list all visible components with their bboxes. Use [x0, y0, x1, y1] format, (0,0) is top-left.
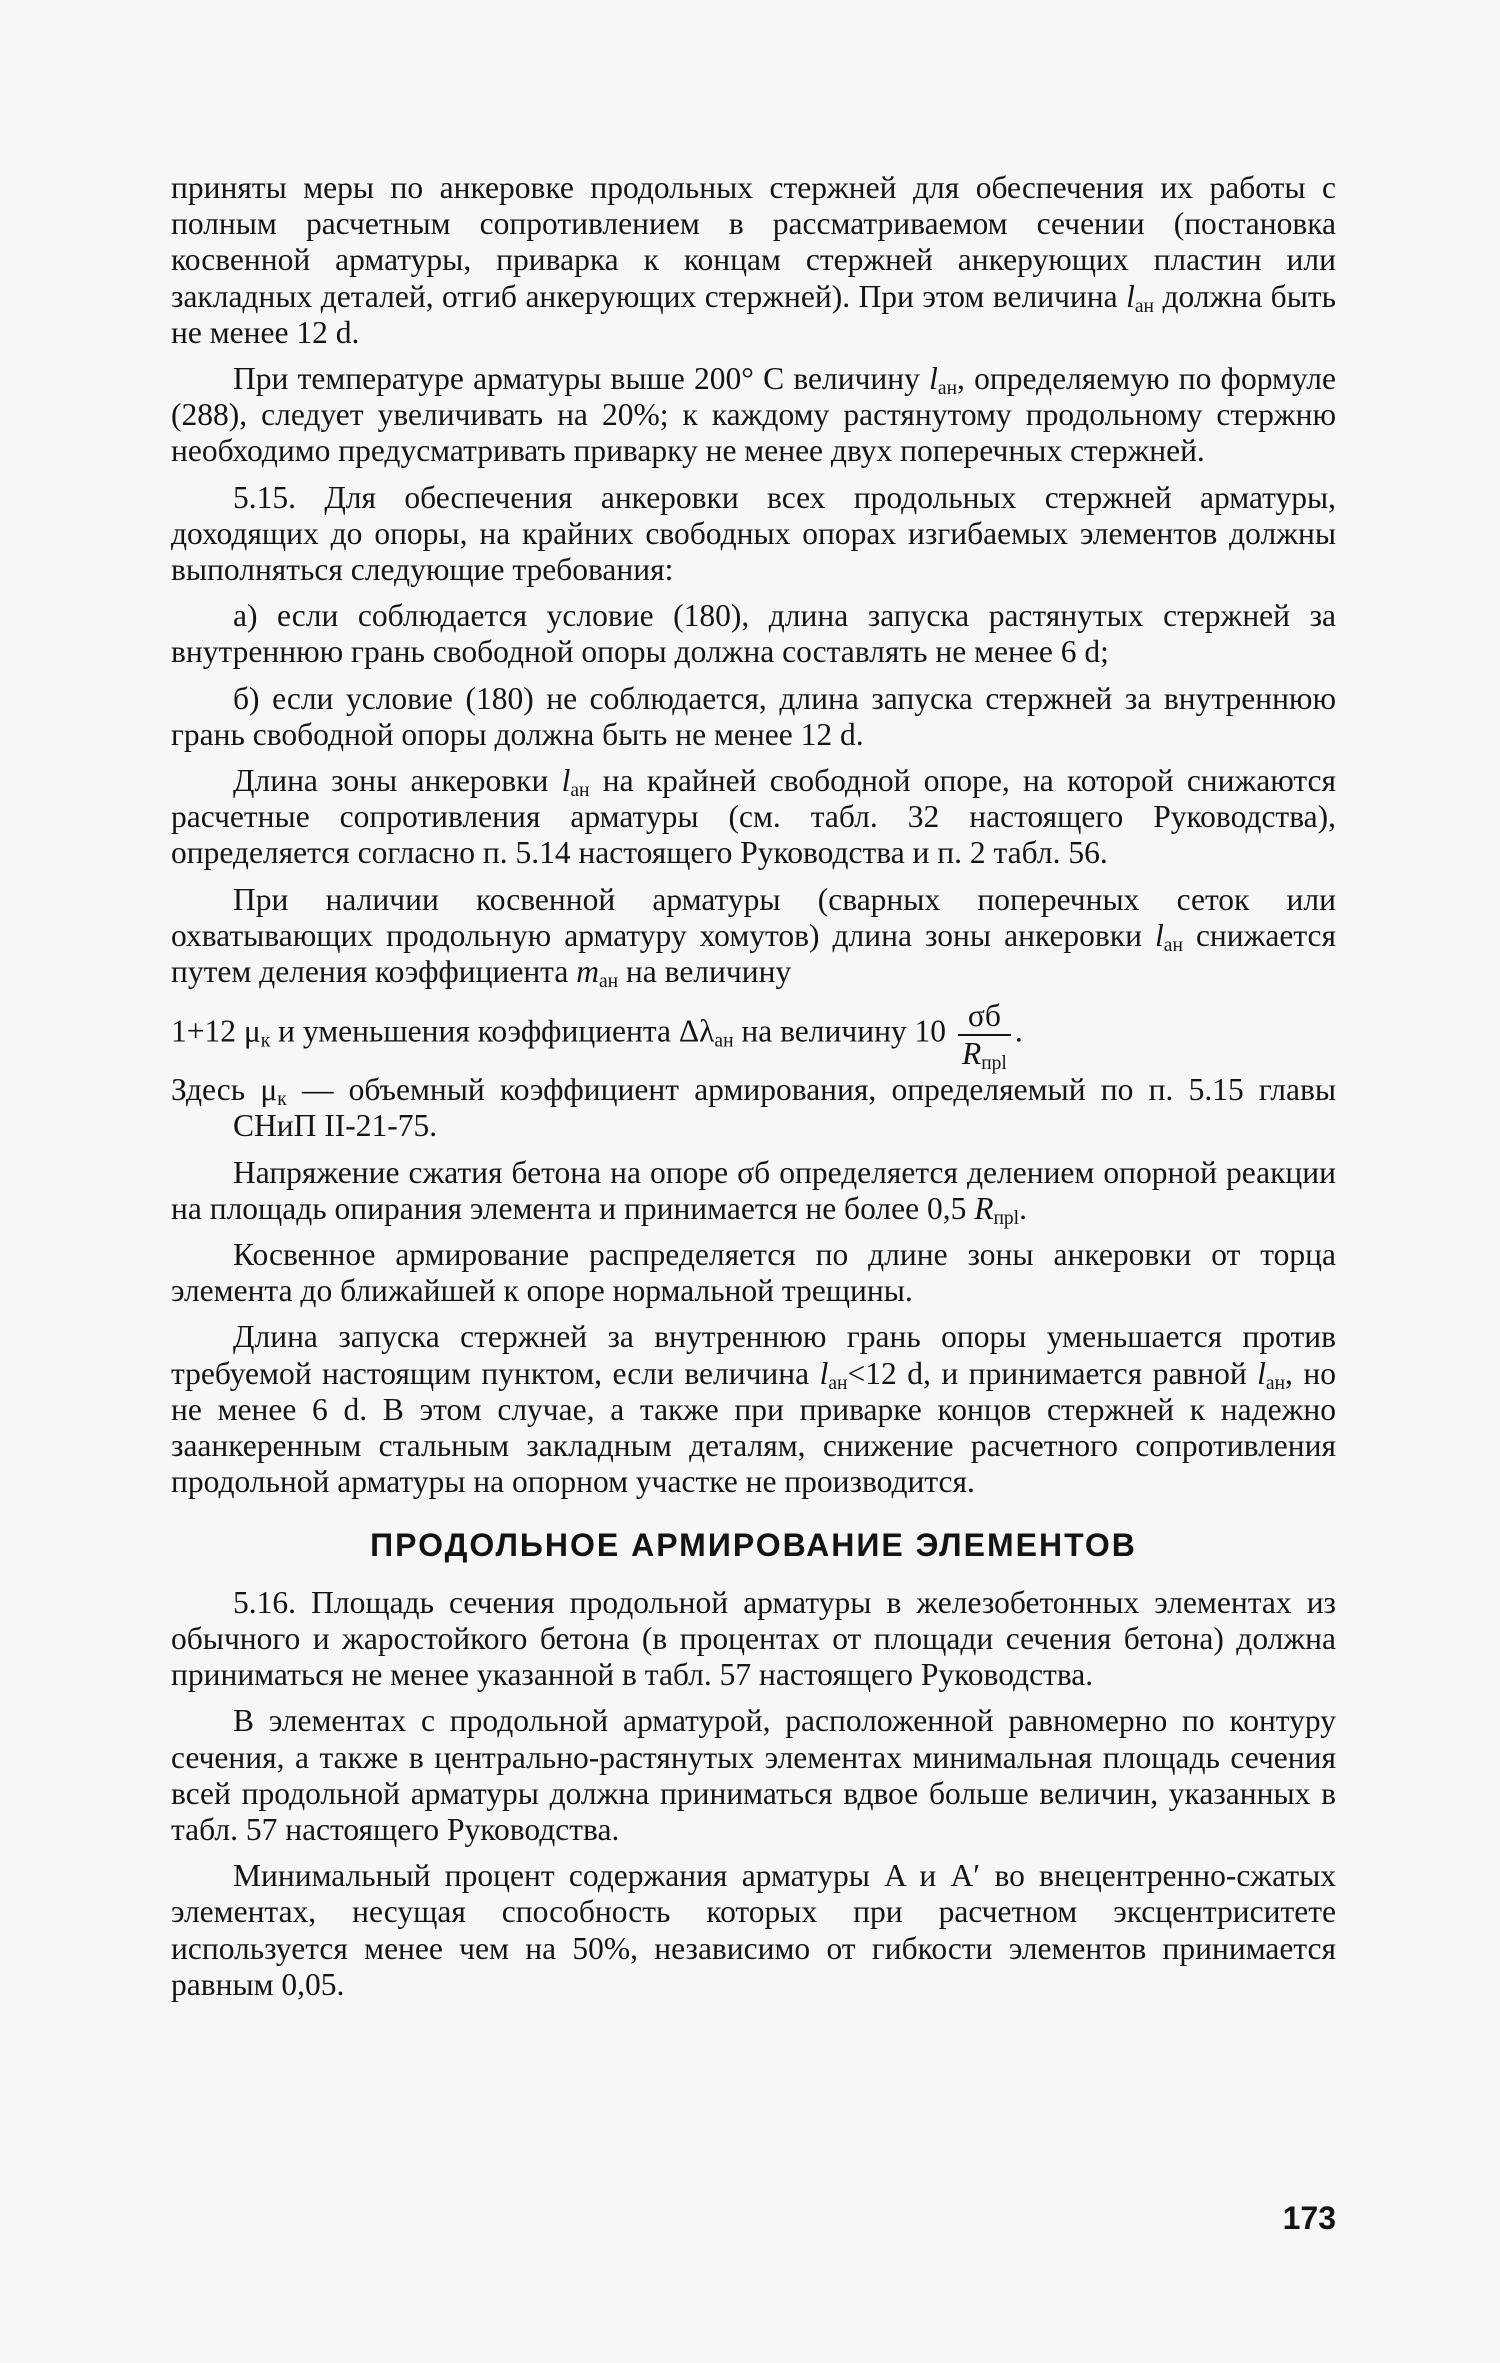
page-number: 173 — [1282, 2200, 1336, 2236]
paragraph: приняты меры по анкеровке продольных стержней для обеспечения их работы с полным расчетным сопротивлением в рассматриваемом сечении (постановка косвенной арматуры, приварка к концам стержней анкерующих пластин или закладных деталей, отгиб анкерующих стержней). При этом величина $l_{ан}$ должна быть не менее 12 d. — [171, 170, 1336, 350]
paragraph: В элементах с продольной арматурой, расположенной равномерно по контуру сечения, а также в центрально-растянутых элементах минимальная площадь сечения всей продольной арматуры должна приниматься вдвое больше величин, указанных в табл. 57 настоящего Руководства. — [171, 1703, 1336, 1847]
paragraph: При наличии косвенной арматуры (сварных поперечных сеток или охватывающих продольную арматуру хомутов) длина зоны анкеровки $l_{ан}$ снижается путем деления коэффициента $m_{ан}$ на величину — [171, 881, 1336, 992]
fraction: $\frac{\sigma б}{R_{прl}}$ — [958, 1000, 1011, 1069]
definition: Здесь $\mu_к$ — объемный коэффициент армирования, определяемый по п. 5.15 главы СНиП II-21-75. — [171, 1072, 1336, 1144]
paragraph: Длина запуска стержней за внутреннюю грань опоры уменьшается против требуемой настоящим пунктом, если величина $l_{ан}<12$ d, и принимается равной $l_{ан}$, но не менее 6 d. В этом случае, а также при приварке концов стержней к надежно заанкеренным стальным закладным деталям, снижение расчетного сопротивления продольной арматуры на опорном участке не производится. — [171, 1319, 1336, 1500]
paragraph-5-16: 5.16. Площадь сечения продольной арматуры в железобетонных элементах из обычного и жаростойкого бетона (в процентах от площади сечения бетона) должна приниматься не менее указанной в табл. 57 настоящего Руководства. — [171, 1584, 1336, 1693]
list-item-b: б) если условие (180) не соблюдается, длина запуска стержней за внутреннюю грань свободной опоры должна быть не менее 12 d. — [171, 680, 1336, 752]
paragraph-5-15: 5.15. Для обеспечения анкеровки всех продольных стержней арматуры, доходящих до опоры, на крайних свободных опорах изгибаемых элементов должны выполняться следующие требования: — [171, 479, 1336, 588]
section-heading: ПРОДОЛЬНОЕ АРМИРОВАНИЕ ЭЛЕМЕНТОВ — [370, 1526, 1137, 1563]
paragraph: Минимальный процент содержания арматуры A и A′ во внецентренно-сжатых элементах, несущая способность которых при расчетном эксцентриситете используется менее чем на 50%, независимо от гибкости элементов принимается равным 0,05. — [171, 1858, 1336, 2002]
paragraph: При температуре арматуры выше 200° С величину $l_{ан}$, определяемую по формуле (288), следует увеличивать на 20%; к каждому растянутому продольному стержню необходимо предусматривать приварку не менее двух поперечных стержней. — [171, 361, 1336, 469]
list-item-a: а) если соблюдается условие (180), длина запуска растянутых стержней за внутреннюю грань свободной опоры должна составлять не менее 6 d; — [171, 598, 1336, 670]
paragraph: Напряжение сжатия бетона на опоре σб определяется делением опорной реакции на площадь опирания элемента и принимается не более 0,5 $R_{прl}$. — [171, 1154, 1336, 1229]
paragraph: Косвенное армирование распределяется по длине зоны анкеровки от торца элемента до ближайшей к опоре нормальной трещины. — [171, 1237, 1336, 1309]
body-text — [171, 170, 1336, 2013]
formula-line: 1+12 $\mu_к$ и уменьшения коэффициента $\Delta\lambda_{ан}$ на величину 10 $\frac{\sigma б}{R_{прl}}$ . — [171, 998, 1023, 1074]
paragraph: Длина зоны анкеровки $l_{ан}$ на крайней свободной опоре, на которой снижаются расчетные сопротивления арматуры (см. табл. 32 настоящего Руководства), определяется согласно п. 5.14 настоящего Руководства и п. 2 табл. 56. — [171, 763, 1336, 871]
